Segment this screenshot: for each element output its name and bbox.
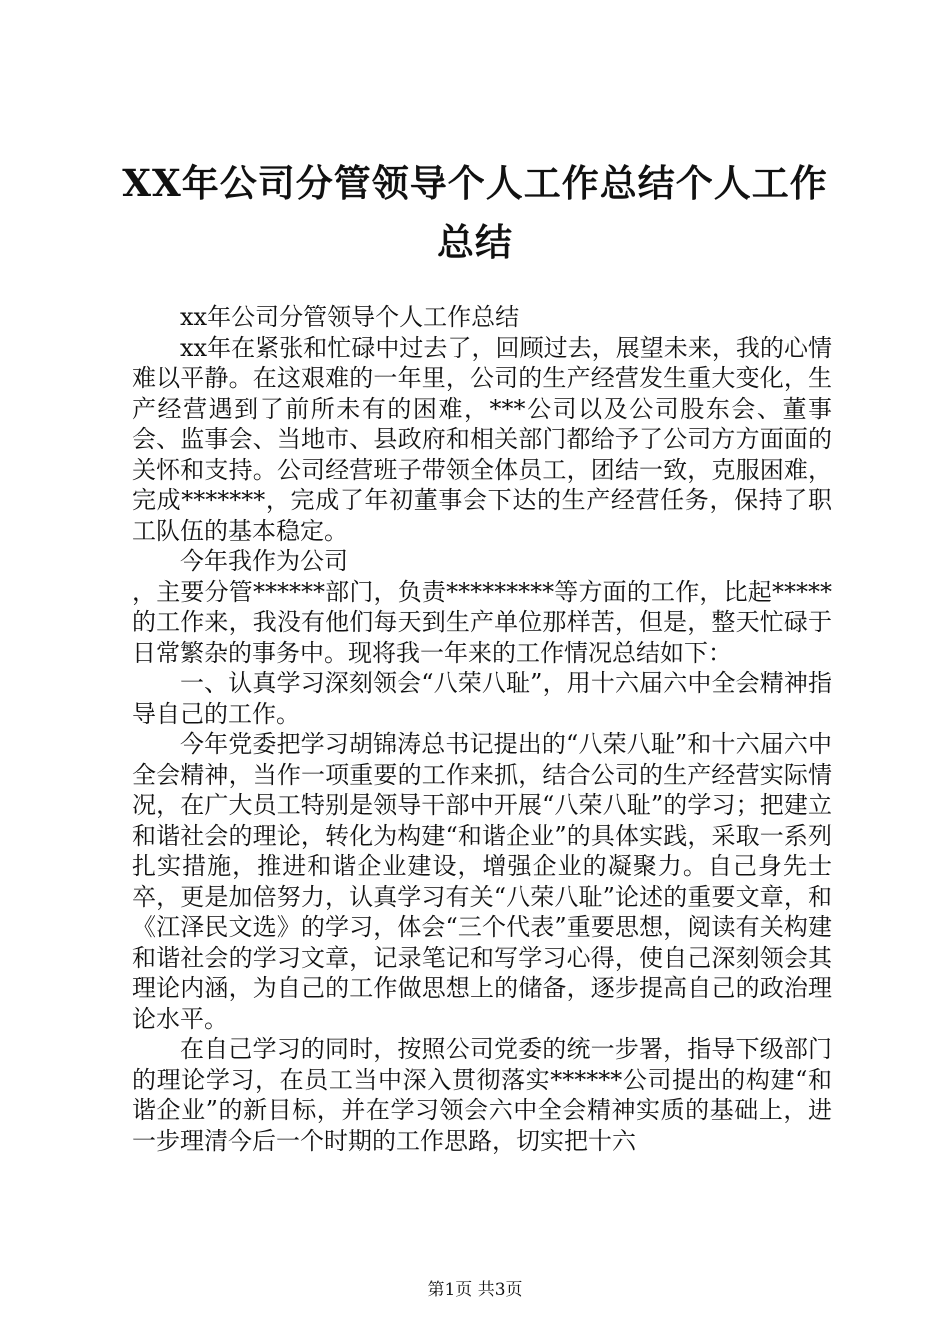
paragraph-duties: ，主要分管******部门，负责*********等方面的工作，比起*****的工作来，我没有他们每天到生产单位那样苦，但是，整天忙碌于日常繁杂的事务中。现将我一年来的工作情况总结如下：: [132, 577, 832, 667]
page-footer: 第1页 共3页: [427, 1280, 523, 1300]
paragraph-study: 今年党委把学习胡锦涛总书记提出的“八荣八耻”和十六届六中全会精神，当作一项重要的工作来抓，结合公司的生产经营实际情况，在广大员工特别是领导干部中开展“八荣八耻”的学习；把建立和谐社会的理论，转化为构建“和谐企业”的具体实践，采取一系列扎实措施，推进和谐企业建设，增强企业的凝聚力。自己身先士卒，更是加倍努力，认真学习有关“八荣八耻”论述的重要文章，和《江泽民文选》的学习，体会“三个代表”重要思想，阅读有关构建和谐社会的学习文章，记录笔记和写学习心得，使自己深刻领会其理论内涵，为自己的工作做思想上的储备，逐步提高自己的政治理论水平。: [132, 730, 832, 1033]
document-body: [132, 302, 832, 1156]
paragraph-intro: xx年在紧张和忙碌中过去了，回顾过去，展望未来，我的心情难以平静。在这艰难的一年里，公司的生产经营发生重大变化，生产经营遇到了前所未有的困难，***公司以及公司股东会、董事会、监事会、当地市、县政府和相关部门都给予了公司方方面面的关怀和支持。公司经营班子带领全体员工，团结一致，克服困难，完成*******，完成了年初董事会下达的生产经营任务，保持了职工队伍的基本稳定。: [132, 333, 832, 545]
section-heading-1: 一、认真学习深刻领会“八荣八耻”，用十六届六中全会精神指导自己的工作。: [132, 669, 832, 728]
paragraph-guidance: 在自己学习的同时，按照公司党委的统一步署，指导下级部门的理论学习，在员工当中深入贯彻落实******公司提出的构建“和谐企业”的新目标，并在学习领会六中全会精神实质的基础上，进一步理清今后一个时期的工作思路，切实把十六: [132, 1035, 832, 1155]
paragraph-role: 今年我作为公司: [180, 547, 348, 575]
paragraph-subtitle: xx年公司分管领导个人工作总结: [180, 303, 520, 331]
document-title: XX年公司分管领导个人工作总结个人工作总结: [122, 161, 828, 264]
